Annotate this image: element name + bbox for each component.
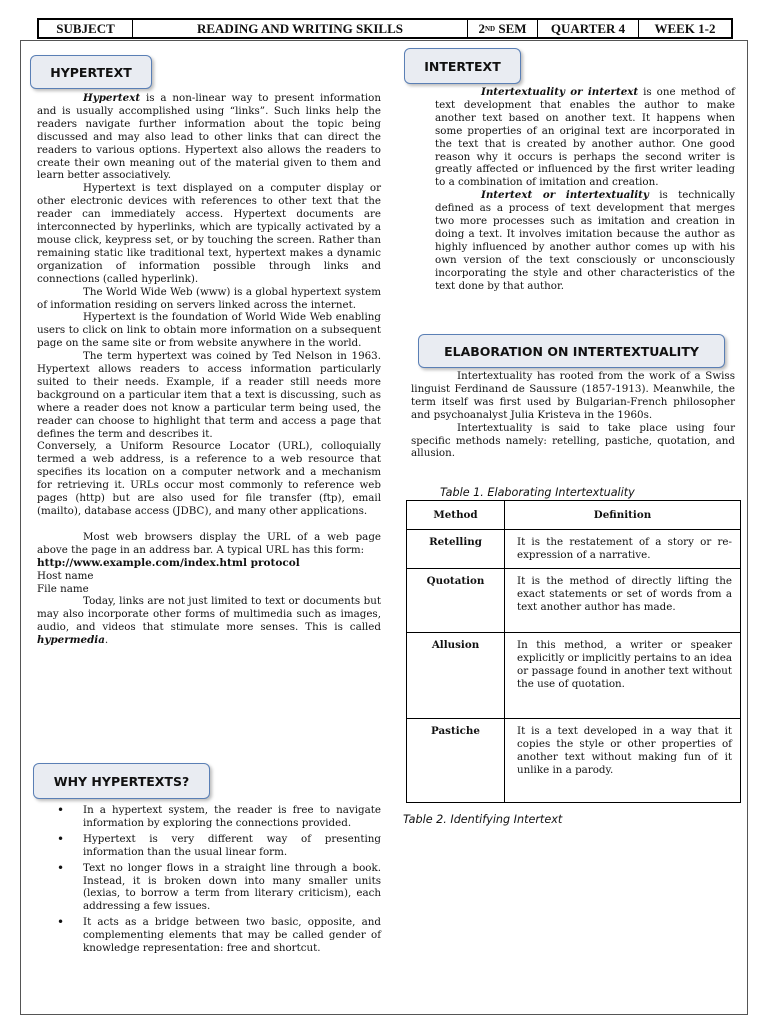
hypertext-paragraph: Hypertext is the foundation of World Wide Web enabling users to click on link to obtain more information on a subsequent page on the same site or from website anywhere in the world.: [37, 311, 381, 350]
intertext-paragraph: Intertextuality or intertext is one method of text development that enables the author to make another text based on another text. It happens when some properties of an original text are incorporated in the text that is created by another author. One good reason why it occurs is perhaps the second writer is greatly affected or influenced by the first writer leading to a combination of imitation and creation.: [435, 86, 735, 189]
hypertext-paragraph: The World Wide Web (www) is a global hypertext system of information residing on servers linked across the internet.: [37, 285, 381, 311]
hypermedia-term: hypermedia: [37, 634, 105, 647]
title-cell: READING AND WRITING SKILLS: [133, 20, 468, 37]
elaborating-intertextuality-table: [406, 500, 741, 803]
elaboration-label: ELABORATION ON INTERTEXTUALITY: [418, 334, 725, 368]
column-header-method: Method: [407, 501, 505, 530]
method-cell: Allusion: [407, 633, 505, 719]
sem-number: 2: [478, 20, 485, 36]
host-name-label: Host name: [37, 569, 94, 582]
quarter-cell: QUARTER 4: [538, 20, 639, 37]
sem-text: SEM: [495, 20, 527, 36]
list-item: • Text no longer flows in a straight line through a book. Instead, it is broken down into many smaller units (lexias, to borrow a term from literary criticism), each addressing a few issues.: [37, 862, 381, 914]
intertext-term: Intertextuality or intertext: [481, 86, 639, 98]
week-cell: WEEK 1-2: [654, 20, 716, 36]
table-row: [407, 719, 741, 803]
definition-cell: It is the method of directly lifting the exact statements or set of words from a text another author has made.: [505, 569, 741, 633]
file-name-label: File name: [37, 582, 89, 595]
elaboration-body: [411, 370, 735, 460]
hypertext-paragraph: The term hypertext was coined by Ted Nelson in 1963. Hypertext allows readers to access information particularly suited to their needs. Example, if a reader still needs more background on a particular item that a text is discussing, such as where a reader does not know a particular term being used, the reader can choose to highlight that term and access a page that defines the term and describes it.: [37, 350, 381, 440]
intertext-paragraph: Intertext or intertextuality is technically defined as a process of text development that merges two more processes such as imitation and creation in doing a text. It involves imitation because the author as highly influenced by another author comes up with his own version of the text consciously or unconsciously incorporating the style and other characteristics of the text done by that author.: [435, 189, 735, 292]
why-hypertexts-list: [37, 804, 381, 958]
table-row: [407, 633, 741, 719]
intertext-label: INTERTEXT: [404, 48, 521, 84]
elaboration-paragraph: Intertextuality is said to take place using four specific methods namely: retelling, pastiche, quotation, and allusion.: [411, 421, 735, 460]
hypertext-paragraph: Hypertext is a non-linear way to present information and is usually accomplished using “links”. Such links help the readers navigate further information about the topic being discussed and may also lead to other links that can direct the readers to various options. Hypertext also allows the readers to create their own meaning out of the material given to them and learn better associatively.: [37, 92, 381, 182]
hypertext-paragraph: Conversely, a Uniform Resource Locator (URL), colloquially termed a web address, is a reference to a web resource that specifies its location on a computer network and a mechanism for retrieving it. URLs occur most commonly to reference web pages (http) but are also used for file transfer (ftp), email (mailto), database access (JDBC), and many other applications.: [37, 440, 381, 517]
intertext-term: Intertext or intertextuality: [481, 189, 649, 202]
hypertext-term: Hypertext: [83, 92, 141, 104]
method-cell: Pastiche: [407, 719, 505, 803]
definition-cell: It is the restatement of a story or re-expression of a narrative.: [505, 530, 741, 569]
elaboration-paragraph: Intertextuality has rooted from the work of a Swiss linguist Ferdinand de Saussure (1857-1913). Meanwhile, the term itself was first used by Bulgarian-French philosopher and psychoanalyst Julia Kristeva in the 1960s.: [411, 370, 735, 421]
intertext-body: [435, 86, 735, 293]
url-example: http://www.example.com/index.html protocol: [37, 556, 300, 569]
sem-suffix: ND: [484, 24, 496, 33]
hypertext-paragraph: Most web browsers display the URL of a web page above the page in an address bar. A typical URL has this form:: [37, 530, 381, 556]
table1-caption: Table 1. Elaborating Intertextuality: [440, 486, 635, 499]
sem-cell: [468, 20, 538, 37]
table-header-row: [407, 501, 741, 530]
why-hypertexts-label: WHY HYPERTEXTS?: [33, 763, 210, 799]
hypertext-paragraph: Hypertext is text displayed on a computer display or other electronic devices with references to other text that the reader can immediately access. Hypertext documents are interconnected by hyperlinks, which are typically activated by a mouse click, keypress set, or by touching the screen. Rather than remaining static like traditional text, hypertext makes a dynamic organization of information possible through links and connections (called hyperlink).: [37, 182, 381, 285]
hypertext-label: HYPERTEXT: [30, 55, 152, 89]
list-item: • In a hypertext system, the reader is free to navigate information by exploring the connections provided.: [37, 804, 381, 830]
list-item: • Hypertext is very different way of presenting information than the usual linear form.: [37, 833, 381, 859]
method-cell: Quotation: [407, 569, 505, 633]
hypertext-body: [37, 92, 381, 647]
method-cell: Retelling: [407, 530, 505, 569]
subject-cell: SUBJECT: [39, 20, 133, 37]
definition-cell: In this method, a writer or speaker explicitly or implicitly pertains to an idea or passage found in another text without the use of quotation.: [505, 633, 741, 719]
table-row: [407, 530, 741, 569]
table-row: [407, 569, 741, 633]
list-item: • It acts as a bridge between two basic, opposite, and complementing elements that may be called gender of knowledge representation: free and shortcut.: [37, 916, 381, 955]
header-table: [37, 18, 733, 39]
table2-caption: Table 2. Identifying Intertext: [403, 813, 563, 826]
hypertext-paragraph: Today, links are not just limited to text or documents but may also incorporate other forms of multimedia such as images, audio, and videos that stimulate more senses. This is called hypermedia.: [37, 595, 381, 647]
column-header-definition: Definition: [505, 501, 741, 530]
definition-cell: It is a text developed in a way that it copies the style or other properties of another text without making fun of it unlike in a parody.: [505, 719, 741, 803]
